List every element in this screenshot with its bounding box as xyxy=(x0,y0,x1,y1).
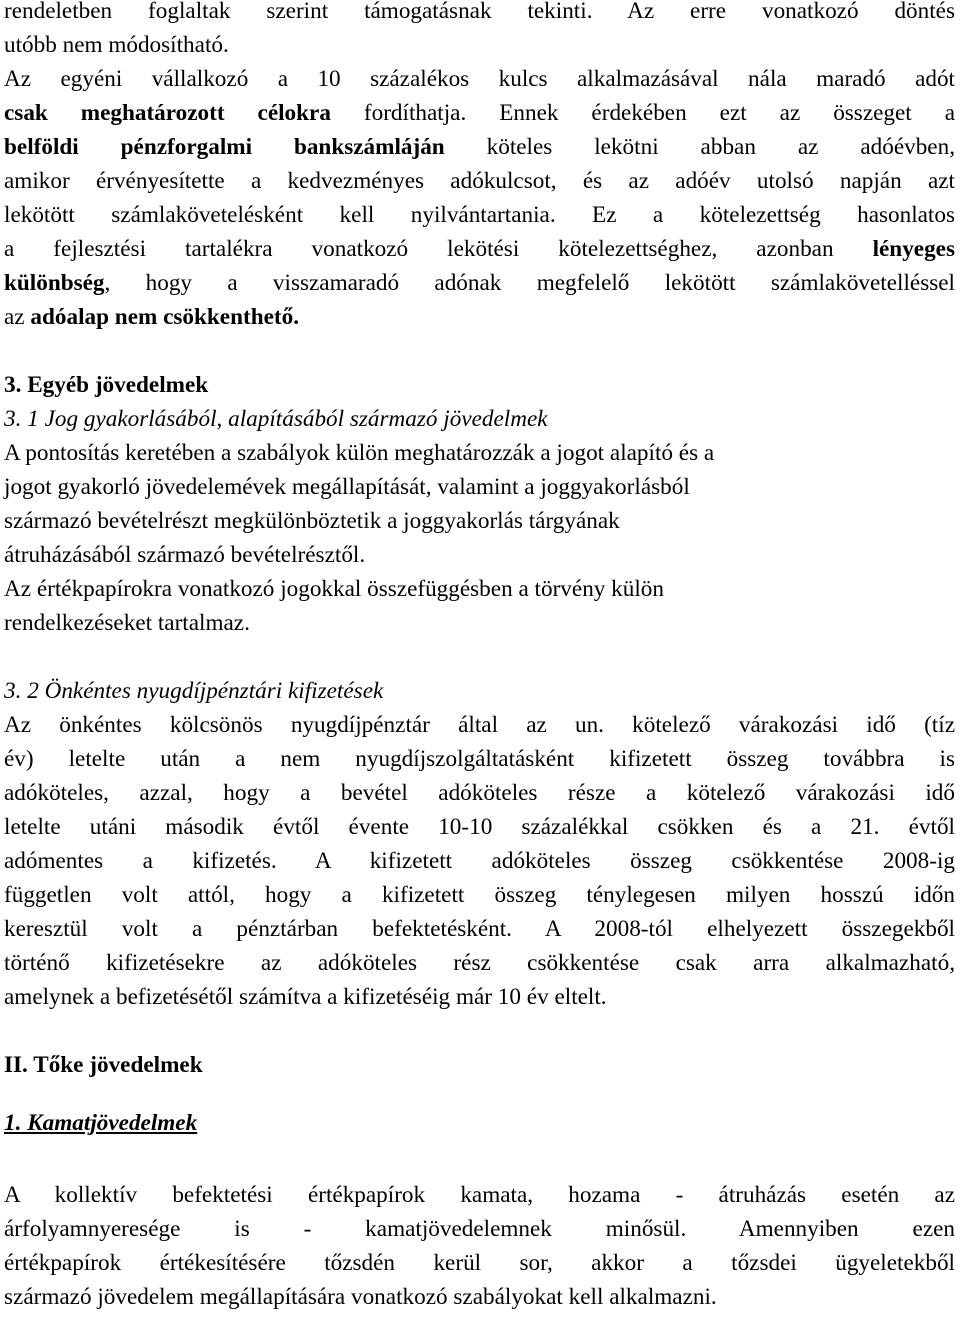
text-line: amelynek a befizetésétől számítva a kifizetéséig már 10 év eltelt. xyxy=(4,984,607,1010)
text-line: különbség, hogy a visszamaradó adónak megfelelő lekötött számlakövetelléssel xyxy=(4,270,955,296)
bold-phrase: csak meghatározott célokra xyxy=(4,100,331,126)
bold-phrase: különbség xyxy=(4,270,105,296)
spacer xyxy=(4,640,955,674)
subsection-paragraph xyxy=(4,1178,955,1314)
text-line: származó jövedelem megállapítására vonatkozó szabályokat kell alkalmazni. xyxy=(4,1284,717,1310)
text-line: lekötött számlakövetelésként kell nyilvántartania. Ez a kötelezettség hasonlatos xyxy=(4,202,955,228)
subsection-paragraph xyxy=(4,436,955,640)
text-line: A pontosítás keretében a szabályok külön meghatározzák a jogot alapító és a xyxy=(4,440,715,466)
text-line: értékpapírok értékesítésére tőzsdén kerül sor, akkor a tőzsdei ügyeletekből xyxy=(4,1250,955,1276)
text-line: rendeletben foglaltak szerint támogatásnak tekinti. Az erre vonatkozó döntés xyxy=(4,0,955,24)
text-line: árfolyamnyeresége is - kamatjövedelemnek minősül. Amennyiben ezen xyxy=(4,1216,955,1242)
text-line: Az értékpapírokra vonatkozó jogokkal összefüggésben a törvény külön xyxy=(4,576,664,602)
text-line: adóköteles, azzal, hogy a bevétel adóköteles része a kötelező várakozási idő xyxy=(4,780,955,806)
section-heading: 3. Egyéb jövedelmek xyxy=(4,372,209,398)
text-line: belföldi pénzforgalmi bankszámláján köteles lekötni abban az adóévben, xyxy=(4,134,955,160)
intro-paragraph xyxy=(4,0,955,334)
spacer xyxy=(4,1140,955,1178)
document-page xyxy=(4,0,955,1314)
text-line: jogot gyakorló jövedelemévek megállapítását, valamint a joggyakorlásból xyxy=(4,474,690,500)
subsection-title: 3. 1 Jog gyakorlásából, alapításából származó jövedelmek xyxy=(4,406,548,432)
spacer xyxy=(4,1014,955,1048)
bold-phrase: lényeges xyxy=(872,236,955,262)
text-line: csak meghatározott célokra fordíthatja. Ennek érdekében ezt az összeget a xyxy=(4,100,955,126)
bold-phrase: adóalap nem csökkenthető. xyxy=(30,304,300,330)
text-line: utóbb nem módosítható. xyxy=(4,32,229,58)
spacer xyxy=(4,334,955,368)
text-line: származó bevételrészt megkülönböztetik a joggyakorlás tárgyának xyxy=(4,508,620,534)
text-line: rendelkezéseket tartalmaz. xyxy=(4,610,250,636)
text-line: az adóalap nem csökkenthető. xyxy=(4,304,300,330)
text-line: történő kifizetésekre az adóköteles rész csökkentése csak arra alkalmazható, xyxy=(4,950,955,976)
subsection-paragraph xyxy=(4,708,955,1014)
section-heading: II. Tőke jövedelmek xyxy=(4,1052,203,1078)
text-line: adómentes a kifizetés. A kifizetett adóköteles összeg csökkentése 2008-ig xyxy=(4,848,955,874)
bold-phrase: belföldi pénzforgalmi bankszámláján xyxy=(4,134,445,160)
text-line: amikor érvényesítette a kedvezményes adókulcsot, és az adóév utolsó napján azt xyxy=(4,168,955,194)
subsection-title: 1. Kamatjövedelmek xyxy=(4,1110,198,1136)
text-line: független volt attól, hogy a kifizetett összeg ténylegesen milyen hosszú időn xyxy=(4,882,955,908)
text-line: átruházásából származó bevételrésztől. xyxy=(4,542,366,568)
text-line: keresztül volt a pénztárban befektetésként. A 2008-tól elhelyezett összegekből xyxy=(4,916,955,942)
text-line: letelte utáni második évtől évente 10-10 százalékkal csökken és a 21. évtől xyxy=(4,814,955,840)
text-line: Az egyéni vállalkozó a 10 százalékos kulcs alkalmazásával nála maradó adót xyxy=(4,66,955,92)
text-line: A kollektív befektetési értékpapírok kamata, hozama - átruházás esetén az xyxy=(4,1182,955,1208)
subsection-title: 3. 2 Önkéntes nyugdíjpénztári kifizetések xyxy=(4,678,384,704)
text-line: év) letelte után a nem nyugdíjszolgáltatásként kifizetett összeg továbbra is xyxy=(4,746,955,772)
text-line: Az önkéntes kölcsönös nyugdíjpénztár által az un. kötelező várakozási idő (tíz xyxy=(4,712,955,738)
spacer xyxy=(4,1082,955,1106)
text-line: a fejlesztési tartalékra vonatkozó lekötési kötelezettséghez, azonban lényeges xyxy=(4,236,955,262)
